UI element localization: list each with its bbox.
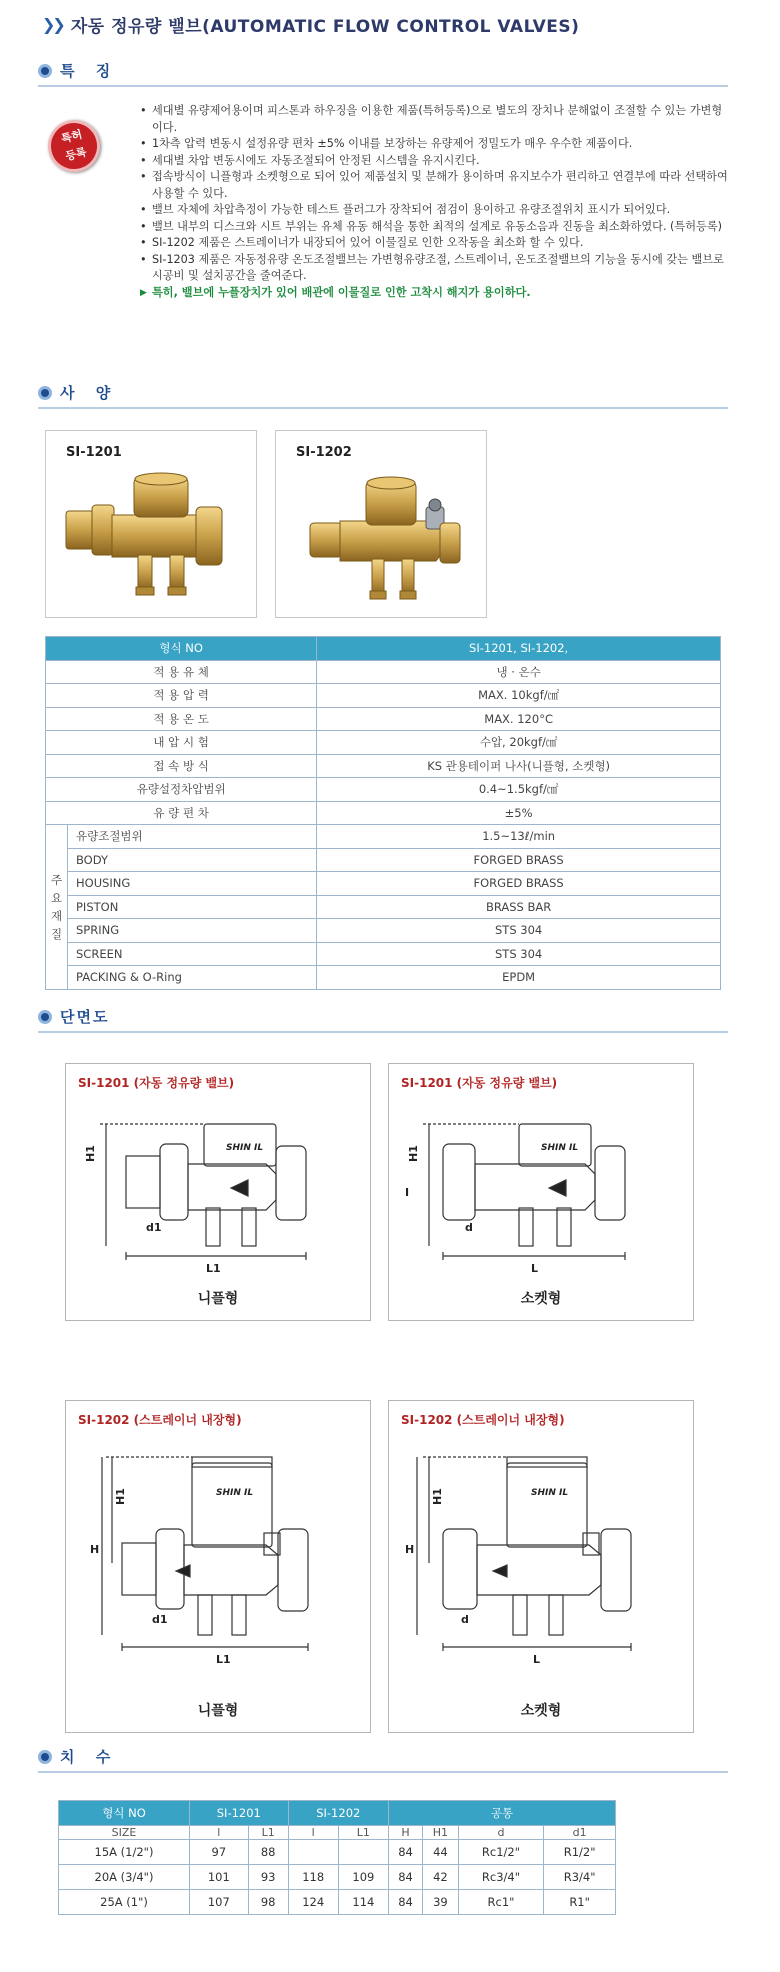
spec-key: 내 압 시 험: [46, 731, 317, 755]
dim-subheader: d1: [544, 1826, 616, 1840]
material-key: SCREEN: [68, 942, 317, 966]
dim-cell: Rc3/4": [458, 1865, 544, 1890]
dim-cell: 15A (1/2"): [59, 1840, 190, 1865]
section-divider: [38, 1771, 728, 1773]
drawing-title: SI-1201 (자동 정유량 밸브): [401, 1076, 558, 1090]
spec-key: 적 용 압 력: [46, 684, 317, 708]
feature-item: • 1차측 압력 변동시 설정유량 편차 ±5% 이내를 보장하는 유량제어 정밀도가 매우 우수한 제품이다.: [140, 136, 730, 153]
feature-item: • 밸브 자체에 차압측정이 가능한 테스트 플러그가 장착되어 점검이 용이하고 유량조절위치 표시가 되어있다.: [140, 202, 730, 219]
dim-cell: R3/4": [544, 1865, 616, 1890]
section-cross-section-heading: [38, 1006, 728, 1032]
patent-badge: [42, 114, 105, 177]
dim-label-d1: d1: [146, 1221, 162, 1234]
dim-header: 형식 NO: [59, 1801, 190, 1826]
drawing-si1201-socket: [388, 1063, 694, 1321]
dim-header: SI-1202: [288, 1801, 388, 1826]
drawing-caption: 소켓형: [520, 1291, 562, 1307]
material-group-label: [46, 825, 68, 990]
page-title-text: 자동 정유량 밸브(AUTOMATIC FLOW CONTROL VALVES): [70, 17, 580, 37]
brand-mark: SHIN IL: [216, 1488, 254, 1498]
dim-cell: 98: [248, 1890, 288, 1915]
valve-cross-section-diagram: [66, 1433, 372, 1683]
section-bullet-icon: [38, 1750, 52, 1764]
group-char: 주: [50, 872, 63, 887]
section-features-heading: [38, 60, 728, 86]
table-row: [46, 801, 721, 825]
section-specs-heading: [38, 382, 728, 408]
table-row: [46, 660, 721, 684]
table-row: [46, 778, 721, 802]
dim-subheader: L1: [248, 1826, 288, 1840]
dim-cell: 124: [288, 1890, 338, 1915]
material-value: EPDM: [317, 966, 721, 990]
dim-cell: 39: [423, 1890, 459, 1915]
section-label: 사 양: [60, 384, 119, 402]
table-row: [46, 919, 721, 943]
table-row: [46, 731, 721, 755]
table-row: [46, 825, 721, 849]
table-row: [46, 754, 721, 778]
section-bullet-icon: [38, 64, 52, 78]
drawing-title: SI-1202 (스트레이너 내장형): [78, 1413, 242, 1427]
dim-header: SI-1201: [190, 1801, 289, 1826]
dim-cell: R1/2": [544, 1840, 616, 1865]
section-divider: [38, 85, 728, 87]
dim-cell: 44: [423, 1840, 459, 1865]
dim-subheader: H: [388, 1826, 422, 1840]
section-divider: [38, 1031, 728, 1033]
feature-item: • 밸브 내부의 디스크와 시트 부위는 유체 유동 해석을 통한 최적의 설계로 유동소음과 진동을 최소화하였다. (특허등록): [140, 219, 730, 236]
valve-cross-section-diagram: [389, 1433, 695, 1683]
dim-cell: 25A (1"): [59, 1890, 190, 1915]
drawing-si1201-nipple: [65, 1063, 371, 1321]
feature-list: [140, 103, 730, 301]
valve-nipple-image: [46, 471, 258, 616]
dim-cell: 93: [248, 1865, 288, 1890]
spec-table: [45, 636, 721, 990]
spec-header-key: 형식 NO: [46, 637, 317, 661]
spec-value: 0.4~1.5kgf/㎠: [317, 778, 721, 802]
dim-label-l1: L1: [206, 1262, 221, 1275]
table-row: [46, 848, 721, 872]
material-key: 유량조절범위: [68, 825, 317, 849]
dim-label-h1: H1: [84, 1145, 97, 1162]
patent-badge-line1: 특허: [59, 127, 84, 146]
section-label: 치 수: [60, 1748, 119, 1766]
material-value: FORGED BRASS: [317, 872, 721, 896]
drawing-caption: 소켓형: [520, 1703, 562, 1719]
spec-key: 적 용 유 체: [46, 660, 317, 684]
dim-cell: R1": [544, 1890, 616, 1915]
product-model-label: SI-1201: [66, 445, 122, 460]
dim-cell: 20A (3/4"): [59, 1865, 190, 1890]
dim-cell: 101: [190, 1865, 249, 1890]
dim-subheader: l: [190, 1826, 249, 1840]
dim-subheader: H1: [423, 1826, 459, 1840]
material-value: BRASS BAR: [317, 895, 721, 919]
dim-label-h1: H1: [431, 1488, 444, 1505]
dim-label-d: d: [461, 1613, 469, 1626]
dim-label-d: d: [465, 1221, 473, 1234]
material-key: BODY: [68, 848, 317, 872]
dim-cell: Rc1": [458, 1890, 544, 1915]
dim-label-i: I: [405, 1186, 410, 1199]
table-row: [46, 942, 721, 966]
product-photo-si1202: [275, 430, 487, 618]
dim-cell: 114: [338, 1890, 388, 1915]
brand-mark: SHIN IL: [541, 1143, 579, 1153]
dim-cell: 84: [388, 1840, 422, 1865]
material-key: HOUSING: [68, 872, 317, 896]
table-row: [59, 1840, 616, 1865]
spec-value: ±5%: [317, 801, 721, 825]
table-row: [46, 684, 721, 708]
valve-cross-section-diagram: [389, 1096, 695, 1276]
spec-value: 냉 · 온수: [317, 660, 721, 684]
dim-label-l: L: [533, 1653, 541, 1666]
spec-key: 유량설정차압범위: [46, 778, 317, 802]
dim-header-row: [59, 1801, 616, 1826]
page-title: [42, 12, 579, 37]
brand-mark: SHIN IL: [531, 1488, 569, 1498]
spec-value: KS 관용테이퍼 나사(니플형, 소켓형): [317, 754, 721, 778]
drawing-si1202-nipple: [65, 1400, 371, 1733]
dim-label-h: H: [405, 1543, 415, 1556]
group-char: 질: [50, 926, 63, 941]
material-value: FORGED BRASS: [317, 848, 721, 872]
dimension-table: [58, 1800, 616, 1915]
dim-subheader-row: [59, 1826, 616, 1840]
drawing-si1202-socket: [388, 1400, 694, 1733]
spec-key: 적 용 온 도: [46, 707, 317, 731]
spec-value: MAX. 10kgf/㎠: [317, 684, 721, 708]
dim-label-h1: H1: [407, 1145, 420, 1162]
valve-cross-section-diagram: [66, 1096, 372, 1276]
dim-label-l1: L1: [216, 1653, 231, 1666]
dim-cell: Rc1/2": [458, 1840, 544, 1865]
dim-cell: 84: [388, 1890, 422, 1915]
dim-label-l: L: [531, 1262, 539, 1275]
dim-label-d1: d1: [152, 1613, 168, 1626]
table-row: [59, 1865, 616, 1890]
material-value: 1.5~13ℓ/min: [317, 825, 721, 849]
dim-cell: [288, 1840, 338, 1865]
section-divider: [38, 407, 728, 409]
section-bullet-icon: [38, 386, 52, 400]
group-char: 재: [50, 908, 63, 923]
dim-subheader: d: [458, 1826, 544, 1840]
table-row: [59, 1890, 616, 1915]
dim-subheader: L1: [338, 1826, 388, 1840]
section-label: 특 징: [60, 62, 119, 80]
spec-key: 유 량 편 차: [46, 801, 317, 825]
section-bullet-icon: [38, 1010, 52, 1024]
drawing-title: SI-1202 (스트레이너 내장형): [401, 1413, 565, 1427]
drawing-caption: 니플형: [197, 1703, 239, 1719]
table-row: [46, 966, 721, 990]
section-dimensions-heading: [38, 1746, 728, 1772]
material-key: PISTON: [68, 895, 317, 919]
material-key: SPRING: [68, 919, 317, 943]
section-label: 단면도: [60, 1008, 110, 1026]
dim-cell: 97: [190, 1840, 249, 1865]
dim-label-h: H: [90, 1543, 100, 1556]
valve-strainer-image: [276, 471, 488, 616]
feature-highlight: ▶ 특히, 밸브에 누플장치가 있어 배관에 이물질로 인한 고착시 해지가 용이하다.: [140, 285, 730, 302]
spec-header-value: SI-1201, SI-1202,: [317, 637, 721, 661]
dim-label-h1: H1: [114, 1488, 127, 1505]
spec-header-row: [46, 637, 721, 661]
table-row: [46, 872, 721, 896]
dim-cell: 42: [423, 1865, 459, 1890]
feature-item: • 세대별 차압 변동시에도 자동조절되어 안정된 시스템을 유지시킨다.: [140, 153, 730, 170]
dim-cell: [338, 1840, 388, 1865]
product-model-label: SI-1202: [296, 445, 352, 460]
material-value: STS 304: [317, 919, 721, 943]
brand-mark: SHIN IL: [226, 1143, 264, 1153]
group-char: 요: [50, 890, 63, 905]
material-key: PACKING & O-Ring: [68, 966, 317, 990]
dim-header: 공통: [388, 1801, 615, 1826]
dim-cell: 118: [288, 1865, 338, 1890]
spec-value: MAX. 120°C: [317, 707, 721, 731]
feature-item: • 세대별 유량제어용이며 피스톤과 하우징을 이용한 제품(특허등록)으로 별도의 장치나 분해없이 조절할 수 있는 가변형이다.: [140, 103, 730, 136]
spec-value: 수압, 20kgf/㎠: [317, 731, 721, 755]
dim-cell: 107: [190, 1890, 249, 1915]
product-photo-si1201: [45, 430, 257, 618]
dim-subheader: l: [288, 1826, 338, 1840]
patent-badge-line2: 등록: [64, 145, 88, 164]
dim-cell: 84: [388, 1865, 422, 1890]
dim-cell: 88: [248, 1840, 288, 1865]
feature-item: • SI-1202 제품은 스트레이너가 내장되어 있어 이물질로 인한 오작동을 최소화 할 수 있다.: [140, 235, 730, 252]
material-value: STS 304: [317, 942, 721, 966]
table-row: [46, 895, 721, 919]
dim-cell: 109: [338, 1865, 388, 1890]
drawing-caption: 니플형: [197, 1291, 239, 1307]
dim-subheader: SIZE: [59, 1826, 190, 1840]
feature-item: • 접속방식이 니플형과 소켓형으로 되어 있어 제품설치 및 분해가 용이하며 유지보수가 편리하고 연결부에 따라 선택하여 사용할 수 있다.: [140, 169, 730, 202]
double-chevron-icon: ❯❯: [42, 15, 63, 34]
table-row: [46, 707, 721, 731]
spec-key: 접 속 방 식: [46, 754, 317, 778]
feature-item: • SI-1203 제품은 자동정유량 온도조절밸브는 가변형유량조절, 스트레이너, 온도조절밸브의 기능을 동시에 갖는 밸브로 시공비 및 설치공간을 줄여준다.: [140, 252, 730, 285]
drawing-title: SI-1201 (자동 정유량 밸브): [78, 1076, 235, 1090]
